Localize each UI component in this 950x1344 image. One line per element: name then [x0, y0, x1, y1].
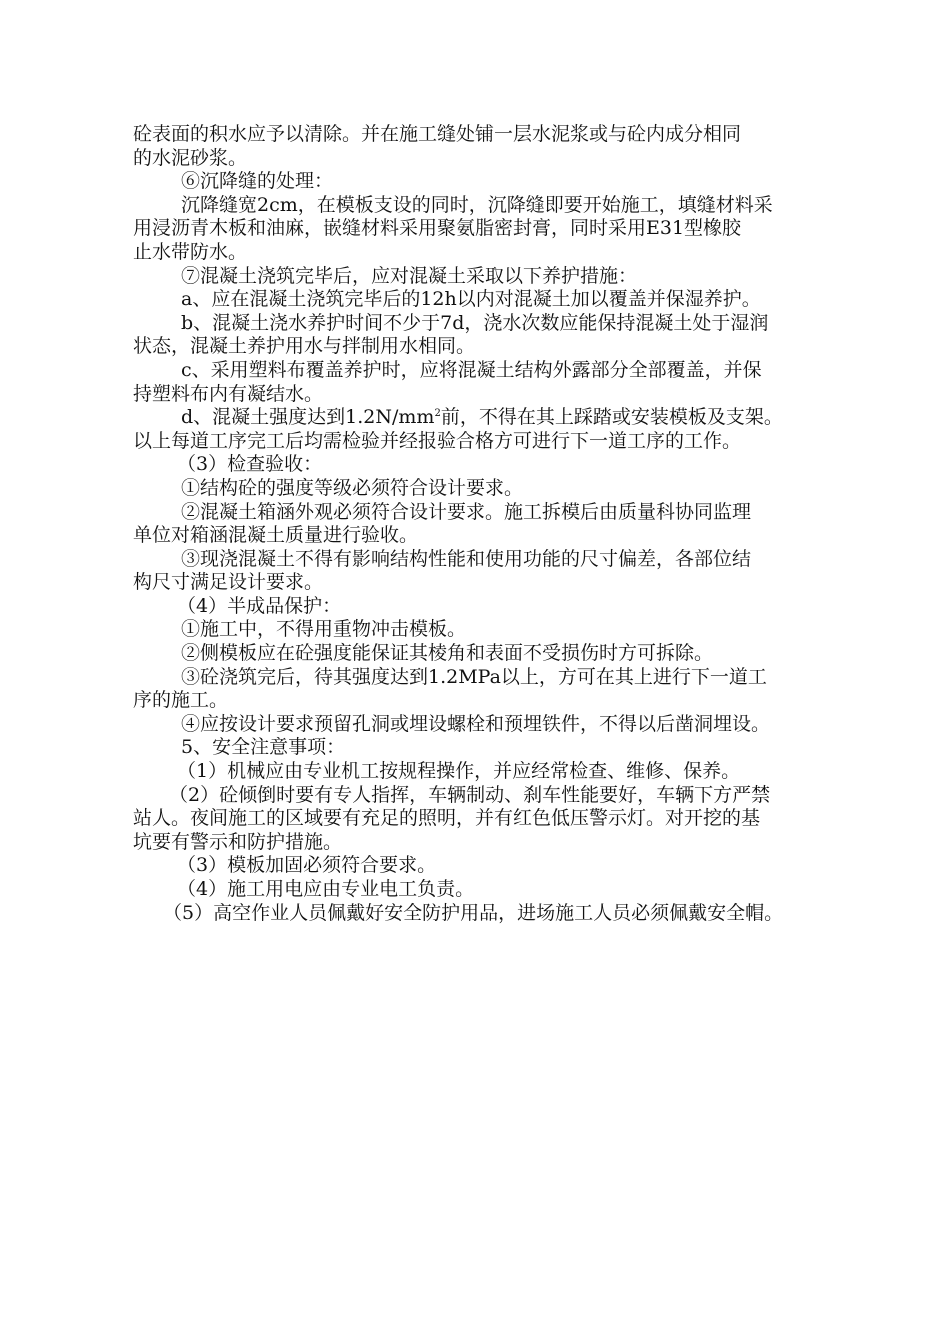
text-line: 坑要有警示和防护措施。	[133, 830, 343, 853]
list-item-4: ④应按设计要求预留孔洞或埋设螺栓和预埋铁件，不得以后凿洞埋设。	[181, 712, 771, 735]
text-line: 止水带防水。	[133, 240, 248, 263]
list-item-2: ②侧模板应在砼强度能保证其棱角和表面不受损伤时方可拆除。	[181, 642, 714, 665]
section-heading-protection: （4）半成品保护：	[177, 594, 342, 617]
list-item-5: （5）高空作业人员佩戴好安全防护用品，进场施工人员必须佩戴安全帽。	[163, 901, 784, 924]
list-item-a: a、应在混凝土浇筑完毕后的12h以内对混凝土加以覆盖并保湿养护。	[181, 288, 761, 311]
list-item-1: ①施工中，不得用重物冲击模板。	[181, 618, 467, 641]
text-line: 状态，混凝土养护用水与拌制用水相同。	[133, 335, 476, 358]
list-item-c: c、采用塑料布覆盖养护时，应将混凝土结构外露部分全部覆盖，并保	[181, 358, 762, 381]
list-item-3: （3）模板加固必须符合要求。	[177, 854, 437, 877]
list-item-1: ①结构砼的强度等级必须符合设计要求。	[181, 476, 524, 499]
text-line: 站人。夜间施工的区域要有充足的照明，并有红色低压警示灯。对开挖的基	[133, 807, 761, 830]
section-heading-settlement-joint: ⑥沉降缝的处理：	[181, 170, 334, 193]
list-item-1: （1）机械应由专业机工按规程操作，并应经常检查、维修、保养。	[177, 760, 741, 783]
text-line: 单位对箱涵混凝土质量进行验收。	[133, 524, 419, 547]
list-item-b: b、混凝土浇水养护时间不少于7d，浇水次数应能保持混凝土处于湿润	[181, 311, 769, 334]
text-line: 沉降缝宽2cm，在模板支设的同时，沉降缝即要开始施工，填缝材料采	[181, 193, 773, 216]
list-item-d-text-b: 前，不得在其上踩踏或安装模板及支架。	[440, 406, 783, 429]
list-item-2: ②混凝土箱涵外观必须符合设计要求。施工拆模后由质量科协同监理	[181, 500, 752, 523]
text-line: 构尺寸满足设计要求。	[133, 571, 324, 594]
text-line: 持塑料布内有凝结水。	[133, 382, 324, 405]
section-heading-inspection: （3）检查验收：	[177, 453, 323, 476]
text-line: 序的施工。	[133, 689, 229, 712]
section-heading-safety: 5、安全注意事项：	[181, 736, 346, 759]
superscript-2: 2	[434, 408, 441, 420]
list-item-d-text-a: d、混凝土强度达到1.2N/mm	[181, 406, 435, 429]
list-item-2: （2）砼倾倒时要有专人指挥，车辆制动、刹车性能要好，车辆下方严禁	[169, 783, 771, 806]
list-item-3: ③砼浇筑完后，待其强度达到1.2MPa以上，方可在其上进行下一道工	[181, 665, 767, 688]
list-item-4: （4）施工用电应由专业电工负责。	[177, 878, 475, 900]
list-item-3: ③现浇混凝土不得有影响结构性能和使用功能的尺寸偏差，各部位结	[181, 547, 752, 570]
text-line: 砼表面的积水应予以清除。并在施工缝处铺一层水泥浆或与砼内成分相同	[133, 123, 742, 145]
text-line: 用浸沥青木板和油麻，嵌缝材料采用聚氨脂密封膏，同时采用E31型橡胶	[133, 217, 742, 240]
list-item-d	[133, 406, 873, 430]
text-line: 以上每道工序完工后均需检验并经报验合格方可进行下一道工序的工作。	[133, 429, 742, 452]
text-line: 的水泥砂浆。	[133, 146, 248, 169]
section-heading-curing: ⑦混凝土浇筑完毕后，应对混凝土采取以下养护措施：	[181, 264, 638, 287]
document-body	[133, 123, 873, 925]
